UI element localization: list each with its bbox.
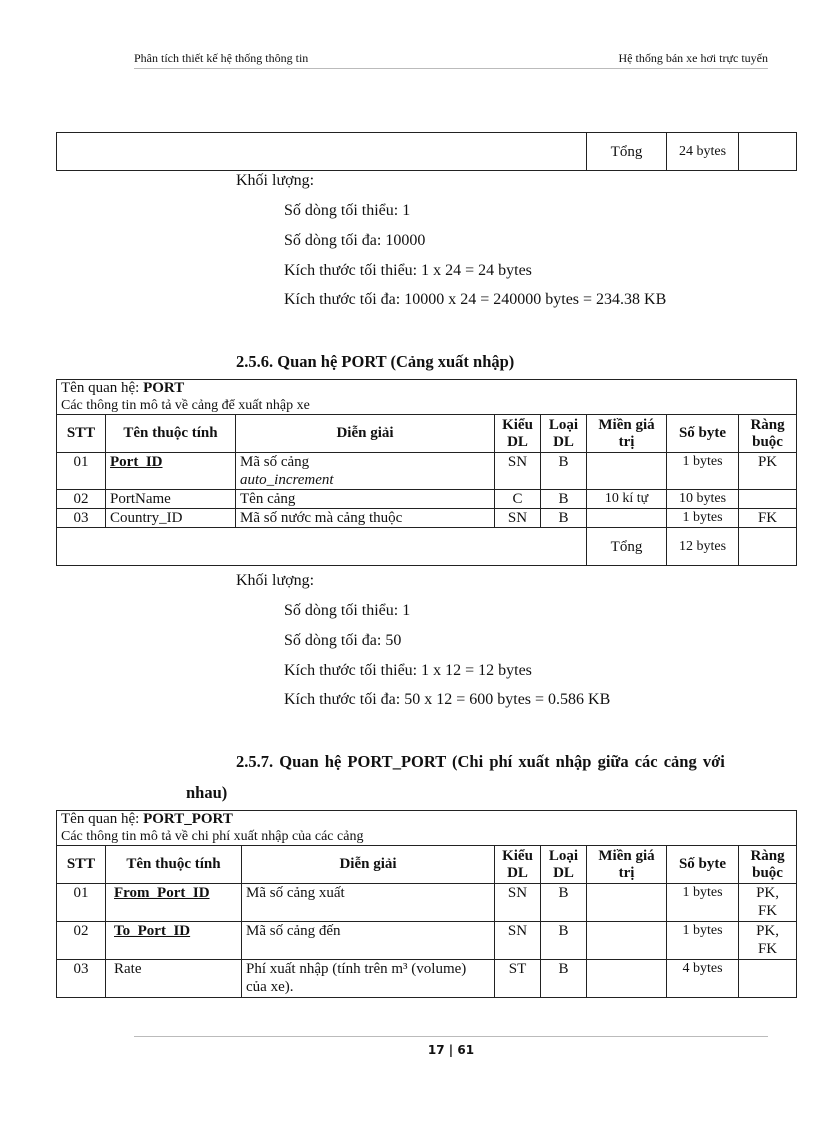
primary-key-attr: To_Port_ID bbox=[106, 922, 242, 960]
total-value: 24 bytes bbox=[667, 133, 739, 171]
volume-title: Khối lượng: bbox=[236, 172, 315, 189]
col-header: Ràng buộc bbox=[739, 415, 797, 453]
col-header: Diễn giải bbox=[242, 846, 495, 884]
table-row: 02 PortName Tên cảng C B 10 kí tự 10 bytes bbox=[57, 490, 797, 509]
table-header-row bbox=[57, 846, 797, 884]
port-port-table bbox=[56, 810, 797, 998]
table-row: 01 Port_ID Mã số cảng auto_increment SN B 1 bytes PK bbox=[57, 453, 797, 490]
page-number: 17 | 61 bbox=[427, 1043, 475, 1057]
col-header: Kiểu DL bbox=[495, 846, 541, 884]
volume-title: Khối lượng: bbox=[236, 572, 315, 589]
col-header: STT bbox=[57, 415, 106, 453]
port-table bbox=[56, 379, 797, 566]
volume-line: Kích thước tối thiểu: 1 x 12 = 12 bytes bbox=[284, 662, 532, 679]
page-footer bbox=[134, 1036, 768, 1057]
volume-line: Số dòng tối đa: 10000 bbox=[284, 232, 426, 249]
page-header bbox=[134, 46, 768, 69]
prev-table-total bbox=[56, 132, 797, 171]
relation-info bbox=[57, 380, 797, 415]
relation-name-label: Tên quan hệ: bbox=[61, 811, 144, 827]
total-label: Tổng bbox=[587, 133, 667, 171]
relation-desc: Các thông tin mô tả về cảng để xuất nhập xe bbox=[61, 398, 310, 413]
section-heading-256: 2.5.6. Quan hệ PORT (Cảng xuất nhập) bbox=[236, 352, 515, 371]
volume-line: Kích thước tối thiểu: 1 x 24 = 24 bytes bbox=[284, 262, 532, 279]
section-heading-257-cont: nhau) bbox=[186, 783, 228, 802]
col-header: Kiểu DL bbox=[495, 415, 541, 453]
relation-desc: Các thông tin mô tả về chi phí xuất nhập của các cảng bbox=[61, 829, 364, 844]
col-header: Miền giá trị bbox=[587, 415, 667, 453]
primary-key-attr: Port_ID bbox=[106, 453, 236, 490]
col-header: Diễn giải bbox=[236, 415, 495, 453]
primary-key-attr: From_Port_ID bbox=[106, 884, 242, 922]
col-header: Loại DL bbox=[541, 846, 587, 884]
table-row: 01 From_Port_ID Mã số cảng xuất SN B 1 bytes PK, FK bbox=[57, 884, 797, 922]
header-right: Hệ thống bán xe hơi trực tuyến bbox=[618, 51, 768, 65]
total-label: Tổng bbox=[587, 528, 667, 566]
table-row: 02 To_Port_ID Mã số cảng đến SN B 1 bytes PK, FK bbox=[57, 922, 797, 960]
col-header: Ràng buộc bbox=[739, 846, 797, 884]
col-header: Số byte bbox=[667, 846, 739, 884]
total-value: 12 bytes bbox=[667, 528, 739, 566]
col-header: Tên thuộc tính bbox=[106, 846, 242, 884]
section-heading-257: 2.5.7. Quan hệ PORT_PORT (Chi phí xuất nhập giữa các cảng với bbox=[236, 752, 725, 771]
volume-line: Số dòng tối đa: 50 bbox=[284, 632, 402, 649]
col-header: STT bbox=[57, 846, 106, 884]
col-header: Miền giá trị bbox=[587, 846, 667, 884]
total-row bbox=[57, 528, 797, 566]
col-header: Tên thuộc tính bbox=[106, 415, 236, 453]
volume-line: Kích thước tối đa: 10000 x 24 = 240000 bytes = 234.38 KB bbox=[284, 291, 667, 308]
header-left: Phân tích thiết kế hệ thống thông tin bbox=[134, 51, 309, 65]
relation-name: PORT_PORT bbox=[143, 811, 233, 827]
table-header-row bbox=[57, 415, 797, 453]
table-row: 03 Country_ID Mã số nước mà cảng thuộc SN B 1 bytes FK bbox=[57, 509, 797, 528]
relation-name-label: Tên quan hệ: bbox=[61, 380, 144, 396]
col-header: Số byte bbox=[667, 415, 739, 453]
relation-name: PORT bbox=[143, 380, 185, 396]
relation-info bbox=[57, 811, 797, 846]
table-row: 03 Rate Phí xuất nhập (tính trên m³ (volume) của xe). ST B 4 bytes bbox=[57, 960, 797, 998]
volume-line: Kích thước tối đa: 50 x 12 = 600 bytes = 0.586 KB bbox=[284, 691, 611, 708]
volume-line: Số dòng tối thiểu: 1 bbox=[284, 602, 411, 619]
volume-line: Số dòng tối thiểu: 1 bbox=[284, 202, 411, 219]
col-header: Loại DL bbox=[541, 415, 587, 453]
